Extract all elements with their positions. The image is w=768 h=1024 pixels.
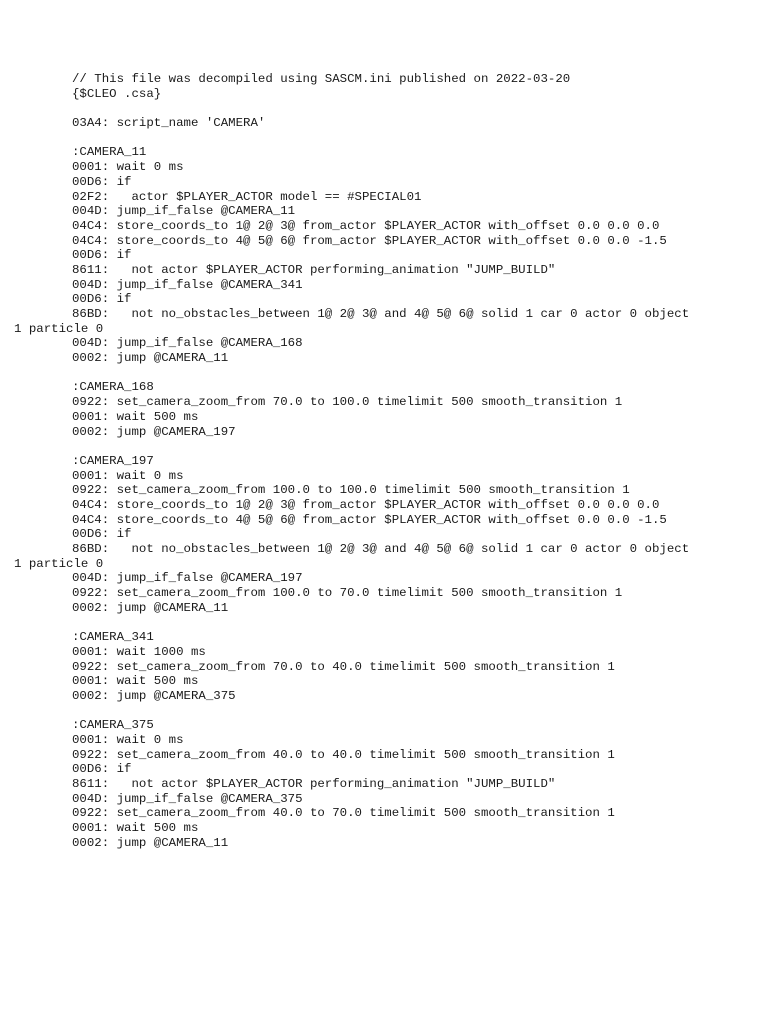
code-line: 0002: jump @CAMERA_11 [72, 835, 229, 850]
label-line: :CAMERA_11 [72, 145, 147, 160]
code-line: 004D: jump_if_false @CAMERA_375 [72, 791, 303, 806]
label-line: :CAMERA_197 [72, 453, 154, 468]
code-line: 0001: wait 1000 ms [72, 644, 206, 659]
code-line: 03A4: script_name 'CAMERA' [72, 116, 266, 131]
code-line: 0001: wait 500 ms [72, 674, 199, 689]
code-line-continuation: 1 particle 0 [14, 556, 104, 571]
code-line: 0001: wait 0 ms [72, 468, 184, 483]
code-line: 04C4: store_coords_to 4@ 5@ 6@ from_actor $PLAYER_ACTOR with_offset 0.0 0.0 -1.5 [72, 512, 667, 527]
blank-line [72, 704, 712, 719]
code-line: 00D6: if [72, 248, 132, 263]
blank-line [72, 439, 712, 454]
code-line: 00D6: if [72, 527, 132, 542]
code-line: // This file was decompiled using SASCM.ini published on 2022-03-20 [72, 72, 571, 86]
code-line: 04C4: store_coords_to 1@ 2@ 3@ from_actor $PLAYER_ACTOR with_offset 0.0 0.0 0.0 [72, 218, 660, 233]
code-line: 04C4: store_coords_to 4@ 5@ 6@ from_actor $PLAYER_ACTOR with_offset 0.0 0.0 -1.5 [72, 233, 667, 248]
blank-line [72, 101, 712, 116]
label-line: :CAMERA_341 [72, 630, 154, 645]
code-line: 004D: jump_if_false @CAMERA_197 [72, 571, 303, 586]
code-line: 0001: wait 500 ms [72, 821, 199, 836]
code-line: 004D: jump_if_false @CAMERA_11 [72, 204, 296, 219]
document-page [14, 72, 712, 850]
blank-line [72, 131, 712, 146]
code-line-continuation: 1 particle 0 [14, 321, 104, 336]
code-line: 004D: jump_if_false @CAMERA_168 [72, 336, 303, 351]
code-line: 0002: jump @CAMERA_11 [72, 351, 229, 366]
code-line: 004D: jump_if_false @CAMERA_341 [72, 277, 303, 292]
blank-line [72, 615, 712, 630]
code-line: 0002: jump @CAMERA_197 [72, 424, 236, 439]
code-line: 0922: set_camera_zoom_from 70.0 to 40.0 timelimit 500 smooth_transition 1 [72, 659, 615, 674]
blank-line [72, 366, 712, 381]
code-line: 00D6: if [72, 174, 132, 189]
code-line: 04C4: store_coords_to 1@ 2@ 3@ from_actor $PLAYER_ACTOR with_offset 0.0 0.0 0.0 [72, 497, 660, 512]
code-line: 0922: set_camera_zoom_from 70.0 to 100.0 timelimit 500 smooth_transition 1 [72, 395, 623, 410]
code-line: 8611: not actor $PLAYER_ACTOR performing_animation "JUMP_BUILD" [72, 262, 556, 277]
code-line: 00D6: if [72, 292, 132, 307]
code-line: 0002: jump @CAMERA_375 [72, 688, 236, 703]
code-line: {$CLEO .csa} [72, 86, 162, 101]
code-line: 8611: not actor $PLAYER_ACTOR performing_animation "JUMP_BUILD" [72, 777, 556, 791]
code-line: 0922: set_camera_zoom_from 40.0 to 70.0 timelimit 500 smooth_transition 1 [72, 806, 615, 821]
code-line: 0001: wait 0 ms [72, 732, 184, 747]
code-line: 86BD: not no_obstacles_between 1@ 2@ 3@ and 4@ 5@ 6@ solid 1 car 0 actor 0 object [72, 542, 690, 556]
code-line: 0001: wait 0 ms [72, 160, 184, 175]
code-line: 00D6: if [72, 762, 132, 777]
code-line: 0001: wait 500 ms [72, 409, 199, 424]
code-line: 0922: set_camera_zoom_from 100.0 to 100.0 timelimit 500 smooth_transition 1 [72, 483, 630, 498]
code-line: 0002: jump @CAMERA_11 [72, 600, 229, 615]
code-line: 0922: set_camera_zoom_from 100.0 to 70.0 timelimit 500 smooth_transition 1 [72, 586, 623, 601]
code-line: 86BD: not no_obstacles_between 1@ 2@ 3@ and 4@ 5@ 6@ solid 1 car 0 actor 0 object [72, 307, 690, 321]
label-line: :CAMERA_375 [72, 718, 154, 733]
code-line: 02F2: actor $PLAYER_ACTOR model == #SPECIAL01 [72, 189, 422, 204]
label-line: :CAMERA_168 [72, 380, 154, 395]
code-line: 0922: set_camera_zoom_from 40.0 to 40.0 timelimit 500 smooth_transition 1 [72, 747, 615, 762]
